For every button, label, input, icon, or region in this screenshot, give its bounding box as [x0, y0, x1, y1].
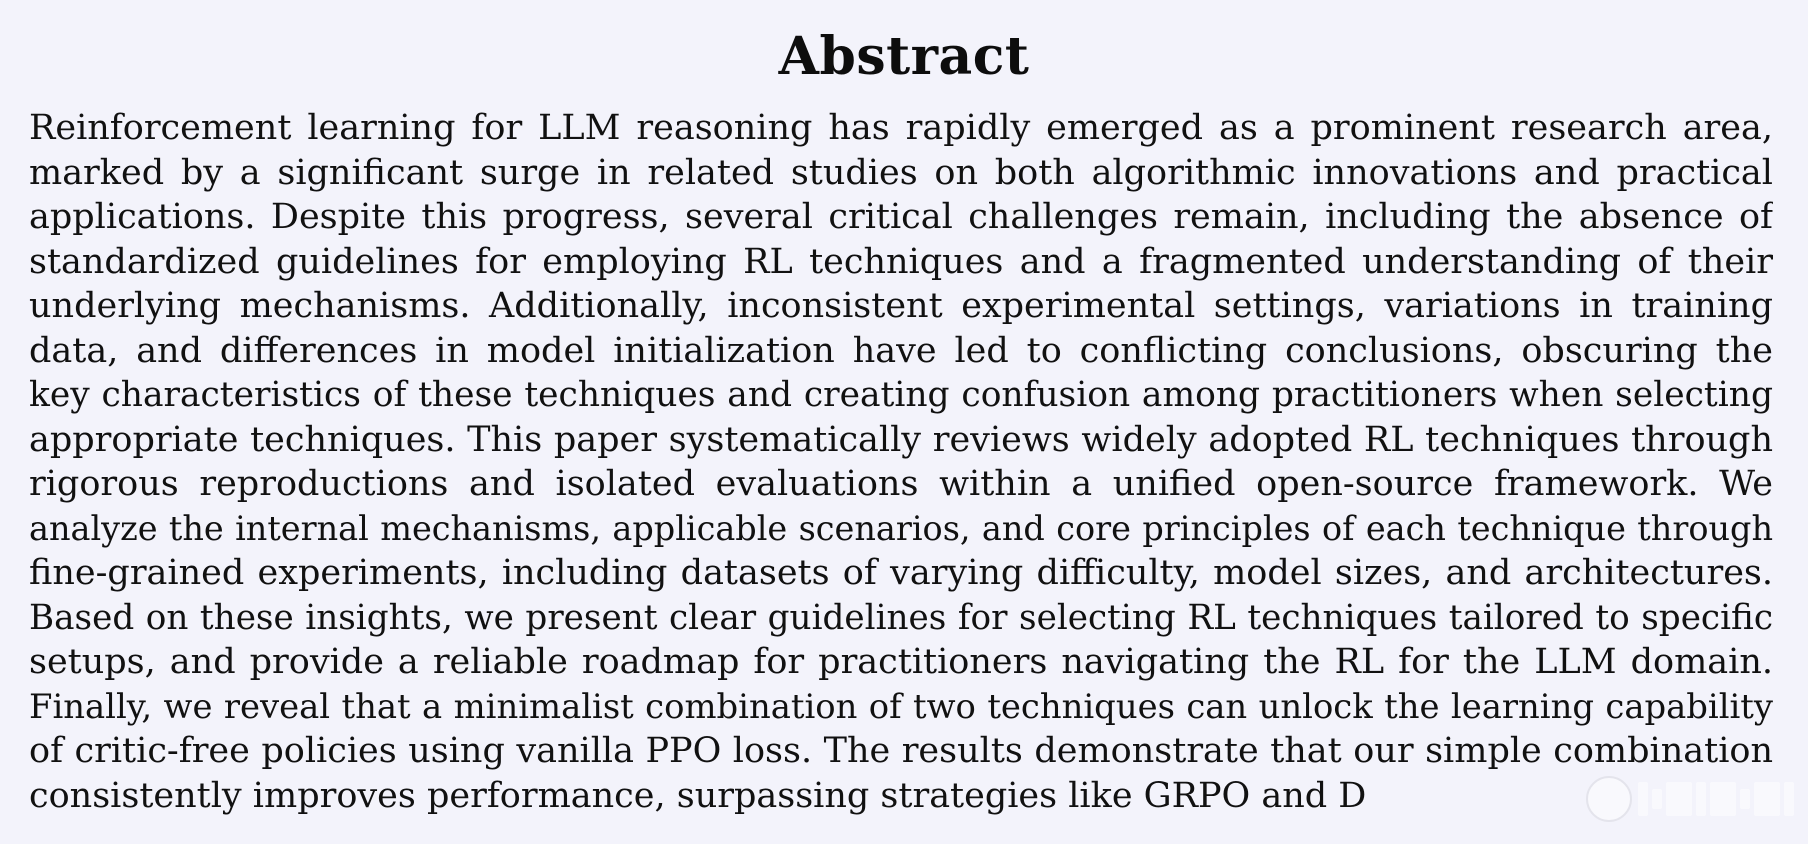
abstract-line: consistently improves performance, surpassing strategies like GRPO and D — [29, 775, 1367, 816]
abstract-line: key characteristics of these techniques and creating confusion among practitioners when selecting — [29, 375, 1773, 415]
abstract-line: marked by a significant surge in related studies on both algorithmic innovations and practical — [29, 152, 1773, 193]
watermark-overlay — [1586, 776, 1794, 822]
abstract-line: appropriate techniques. This paper systematically reviews widely adopted RL techniques through — [29, 419, 1773, 460]
abstract-line: Reinforcement learning for LLM reasoning has rapidly emerged as a prominent research area, — [29, 108, 1773, 148]
abstract-line: standardized guidelines for employing RL techniques and a fragmented understanding of their — [29, 241, 1773, 282]
abstract-body — [29, 106, 1773, 818]
watermark-glyph — [1740, 789, 1750, 809]
watermark-glyph — [1652, 789, 1662, 809]
watermark-glyph — [1754, 782, 1780, 816]
watermark-glyph — [1638, 782, 1648, 816]
abstract-line: fine-grained experiments, including datasets of varying difficulty, model sizes, and architectures. — [29, 553, 1773, 593]
abstract-line: rigorous reproductions and isolated evaluations within a unified open-source framework. We — [29, 464, 1773, 504]
watermark-glyphs — [1638, 782, 1794, 816]
watermark-glyph — [1710, 782, 1736, 816]
abstract-line: applications. Despite this progress, several critical challenges remain, including the absence of — [29, 197, 1773, 237]
abstract-line: data, and differences in model initialization have led to conflicting conclusions, obscuring the — [29, 330, 1773, 371]
abstract-heading: Abstract — [778, 26, 1030, 87]
abstract-line: analyze the internal mechanisms, applicable scenarios, and core principles of each technique through — [29, 508, 1773, 548]
abstract-line: Based on these insights, we present clear guidelines for selecting RL techniques tailored to specific — [29, 597, 1773, 638]
watermark-glyph — [1784, 782, 1794, 816]
abstract-line: underlying mechanisms. Additionally, inconsistent experimental settings, variations in training — [29, 286, 1773, 326]
watermark-logo-icon — [1586, 776, 1632, 822]
abstract-line: of critic-free policies using vanilla PPO loss. The results demonstrate that our simple combination — [29, 731, 1773, 771]
watermark-glyph — [1696, 782, 1706, 816]
abstract-line: setups, and provide a reliable roadmap for practitioners navigating the RL for the LLM domain. — [29, 642, 1773, 682]
watermark-glyph — [1666, 782, 1692, 816]
abstract-line: Finally, we reveal that a minimalist combination of two techniques can unlock the learning capability — [29, 686, 1773, 726]
